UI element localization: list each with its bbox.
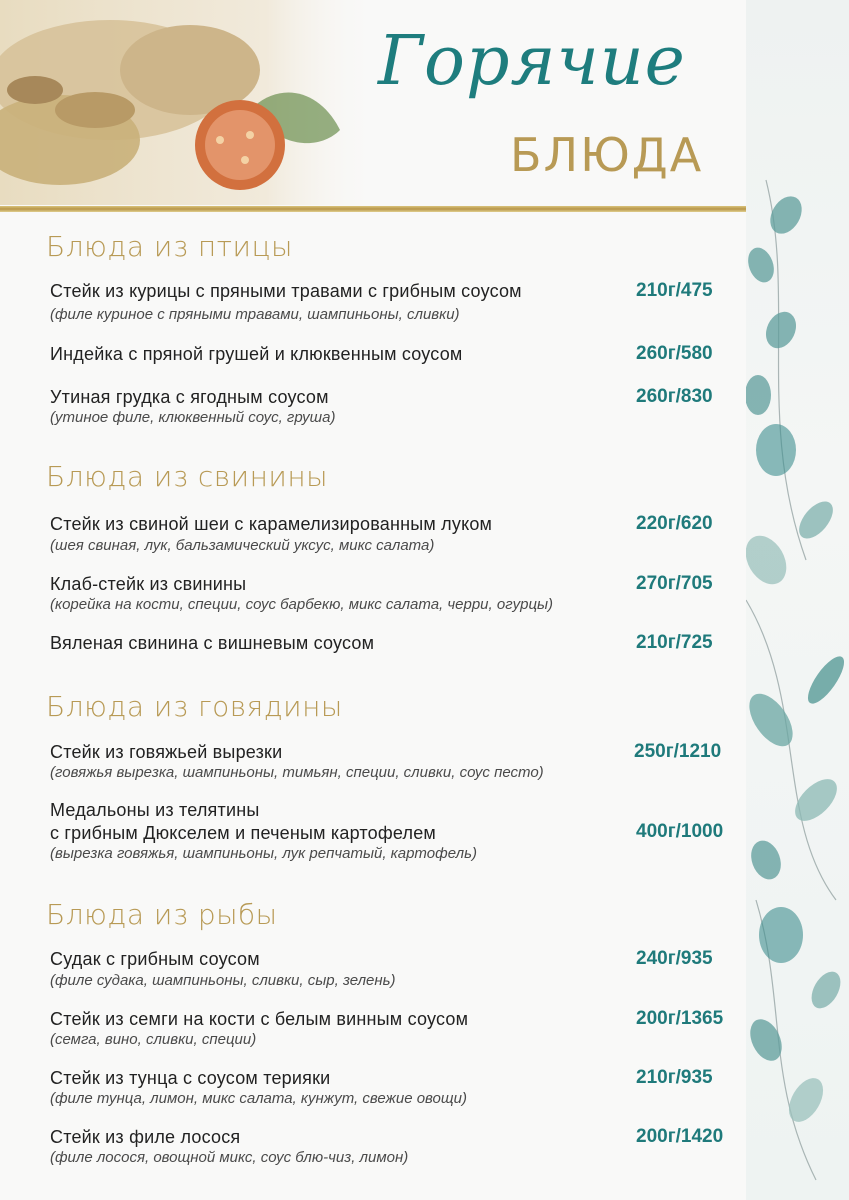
eucalyptus-leaves-decoration (746, 0, 849, 1200)
dish-price: 400г/1000 (636, 821, 724, 842)
dish-desc: (вырезка говяжья, шампиньоны, лук репчатый, картофель) (50, 845, 477, 862)
dish-price: 250г/1210 (634, 741, 722, 762)
dish-desc: (филе куриное с пряными травами, шампиньоны, сливки) (50, 306, 460, 323)
dish-name: Стейк из филе лосося (50, 1127, 241, 1147)
dish-name: Медальоны из телятины (50, 800, 260, 820)
dish-desc: (филе судака, шампиньоны, сливки, сыр, зелень) (50, 972, 396, 989)
section-title-fish: Блюда из рыбы (46, 898, 278, 931)
dish-name: Стейк из семги на кости с белым винным соусом (50, 1009, 469, 1029)
dish-price: 210г/475 (636, 280, 713, 301)
dish-price: 270г/705 (636, 573, 713, 594)
title-main: БЛЮДА (510, 128, 704, 182)
dish-name: Стейк из свиной шеи с карамелизированным луком (50, 514, 493, 534)
dish-desc: (утиное филе, клюквенный соус, груша) (50, 409, 336, 426)
dish-name: Вяленая свинина с вишневым соусом (50, 633, 375, 653)
dish-name: Судак с грибным соусом (50, 949, 260, 969)
dish-price: 220г/620 (636, 513, 713, 534)
dish-desc: (филе лосося, овощной микс, соус блю-чиз, лимон) (50, 1149, 409, 1166)
dish-desc: (корейка на кости, специи, соус барбекю, микс салата, черри, огурцы) (50, 596, 554, 613)
food-photo (0, 0, 380, 205)
dish-price: 240г/935 (636, 948, 713, 969)
dish-price: 260г/830 (636, 386, 713, 407)
title-script: Горячие (378, 22, 686, 101)
dish-name: Стейк из говяжьей вырезки (50, 742, 283, 762)
dish-name-line2: с грибным Дюкселем и печеным картофелем (50, 823, 436, 843)
dish-desc: (шея свиная, лук, бальзамический уксус, микс салата) (50, 537, 435, 554)
dish-price: 210г/725 (636, 632, 713, 653)
dish-name: Стейк из курицы с пряными травами с грибным соусом (50, 281, 522, 301)
section-title-beef: Блюда из говядины (46, 690, 343, 723)
section-title-pork: Блюда из свинины (46, 460, 329, 493)
dish-desc: (семга, вино, сливки, специи) (50, 1031, 257, 1048)
dish-price: 210г/935 (636, 1067, 713, 1088)
dish-name: Клаб-стейк из свинины (50, 574, 247, 594)
dish-price: 260г/580 (636, 343, 713, 364)
dish-name: Индейка с пряной грушей и клюквенным соусом (50, 344, 463, 364)
dish-name: Утиная грудка с ягодным соусом (50, 387, 329, 407)
dish-desc: (филе тунца, лимон, микс салата, кунжут, свежие овощи) (50, 1090, 468, 1107)
gold-divider (0, 206, 746, 212)
dish-name: Стейк из тунца с соусом терияки (50, 1068, 331, 1088)
section-title-poultry: Блюда из птицы (46, 230, 293, 263)
dish-desc: (говяжья вырезка, шампиньоны, тимьян, специи, сливки, соус песто) (50, 764, 544, 781)
dish-price: 200г/1420 (636, 1126, 724, 1147)
dish-price: 200г/1365 (636, 1008, 724, 1029)
